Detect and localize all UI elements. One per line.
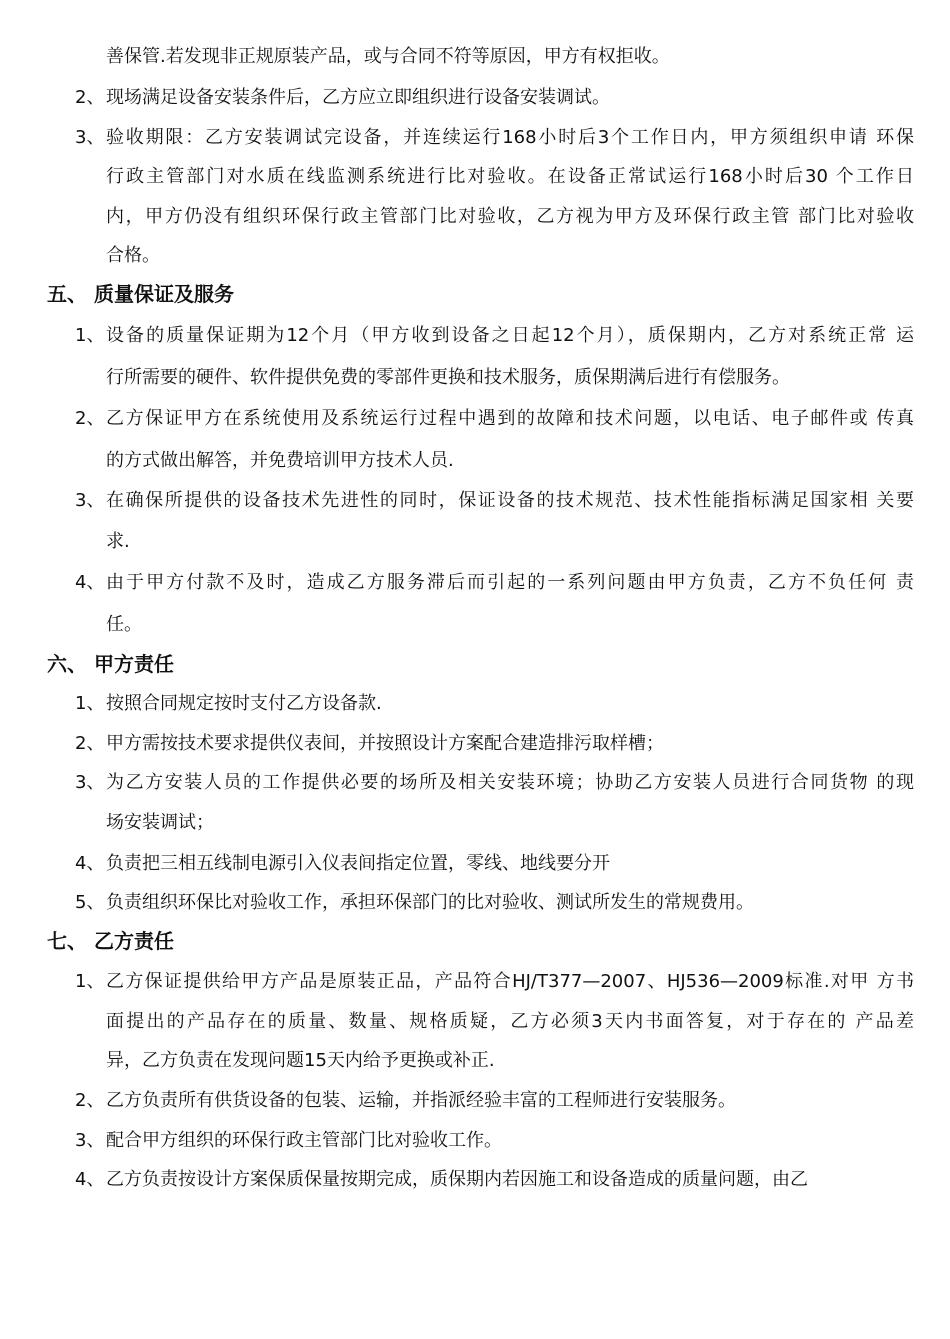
list-item-text: 合格。 bbox=[106, 245, 160, 266]
list-number: 4、 bbox=[75, 572, 105, 593]
list-item-text: 乙方保证提供给甲方产品是原装正品，产品符合HJ/T377—2007、HJ536—2009标准.对甲 方书 bbox=[106, 971, 914, 992]
section-heading: 六、 甲方责任 bbox=[47, 652, 174, 676]
list-item-text: 行政主管部门对水质在线监测系统进行比对验收。在设备正常试运行168小时后30 个工作日 bbox=[106, 166, 914, 187]
list-number: 3、 bbox=[75, 490, 105, 511]
list-item-text: 的方式做出解答，并免费培训甲方技术人员. bbox=[106, 450, 454, 471]
list-item-text: 面提出的产品存在的质量、数量、规格质疑，乙方必须3天内书面答复，对于存在的 产品差 bbox=[106, 1011, 914, 1032]
paragraph-line: 善保管.若发现非正规原装产品，或与合同不符等原因，甲方有权拒收。 bbox=[106, 46, 670, 67]
list-item-text: 现场满足设备安装条件后，乙方应立即组织进行设备安装调试。 bbox=[106, 87, 610, 108]
list-number: 2、 bbox=[75, 1090, 105, 1111]
list-item-text: 求. bbox=[106, 531, 130, 552]
list-item-text: 为乙方安装人员的工作提供必要的场所及相关安装环境；协助乙方安装人员进行合同货物 的现 bbox=[106, 772, 914, 793]
list-number: 3、 bbox=[75, 1130, 105, 1151]
list-item-text: 异，乙方负责在发现问题15天内给予更换或补正. bbox=[106, 1050, 495, 1071]
list-item-text: 任。 bbox=[106, 614, 142, 635]
list-item-text: 行所需要的硬件、软件提供免费的零部件更换和技术服务，质保期满后进行有偿服务。 bbox=[106, 367, 790, 388]
list-number: 2、 bbox=[75, 733, 105, 754]
list-item-text: 乙方保证甲方在系统使用及系统运行过程中遇到的故障和技术问题，以电话、电子邮件或 传真 bbox=[106, 408, 914, 429]
list-item-text: 乙方负责按设计方案保质保量按期完成，质保期内若因施工和设备造成的质量问题，由乙 bbox=[106, 1169, 808, 1190]
list-number: 4、 bbox=[75, 853, 105, 874]
list-item-text: 配合甲方组织的环保行政主管部门比对验收工作。 bbox=[106, 1130, 502, 1151]
list-item-text: 由于甲方付款不及时，造成乙方服务滞后而引起的一系列问题由甲方负责，乙方不负任何 责 bbox=[106, 572, 914, 593]
list-number: 1、 bbox=[75, 325, 105, 346]
list-item-text: 场安装调试； bbox=[106, 812, 214, 833]
list-item-text: 按照合同规定按时支付乙方设备款. bbox=[106, 693, 382, 714]
section-heading: 五、 质量保证及服务 bbox=[47, 282, 234, 306]
section-heading: 七、 乙方责任 bbox=[47, 929, 174, 953]
list-item-text: 在确保所提供的设备技术先进性的同时，保证设备的技术规范、技术性能指标满足国家相 关要 bbox=[106, 490, 914, 511]
list-item-text: 设备的质量保证期为12个月（甲方收到设备之日起12个月），质保期内，乙方对系统正常 运 bbox=[106, 325, 914, 346]
list-item-text: 负责把三相五线制电源引入仪表间指定位置，零线、地线要分开 bbox=[106, 853, 610, 874]
list-number: 5、 bbox=[75, 892, 105, 913]
list-number: 3、 bbox=[75, 127, 105, 148]
list-number: 2、 bbox=[75, 87, 105, 108]
list-item-text: 乙方负责所有供货设备的包装、运输，并指派经验丰富的工程师进行安装服务。 bbox=[106, 1090, 736, 1111]
list-number: 2、 bbox=[75, 408, 105, 429]
list-item-text: 内，甲方仍没有组织环保行政主管部门比对验收，乙方视为甲方及环保行政主管 部门比对验收 bbox=[106, 206, 914, 227]
list-item-text: 验收期限：乙方安装调试完设备，并连续运行168小时后3个工作日内，甲方须组织申请 环保 bbox=[106, 127, 914, 148]
list-number: 3、 bbox=[75, 772, 105, 793]
list-number: 4、 bbox=[75, 1169, 105, 1190]
list-number: 1、 bbox=[75, 693, 105, 714]
list-number: 1、 bbox=[75, 971, 105, 992]
list-item-text: 负责组织环保比对验收工作，承担环保部门的比对验收、测试所发生的常规费用。 bbox=[106, 892, 754, 913]
list-item-text: 甲方需按技术要求提供仪表间，并按照设计方案配合建造排污取样槽； bbox=[106, 733, 664, 754]
